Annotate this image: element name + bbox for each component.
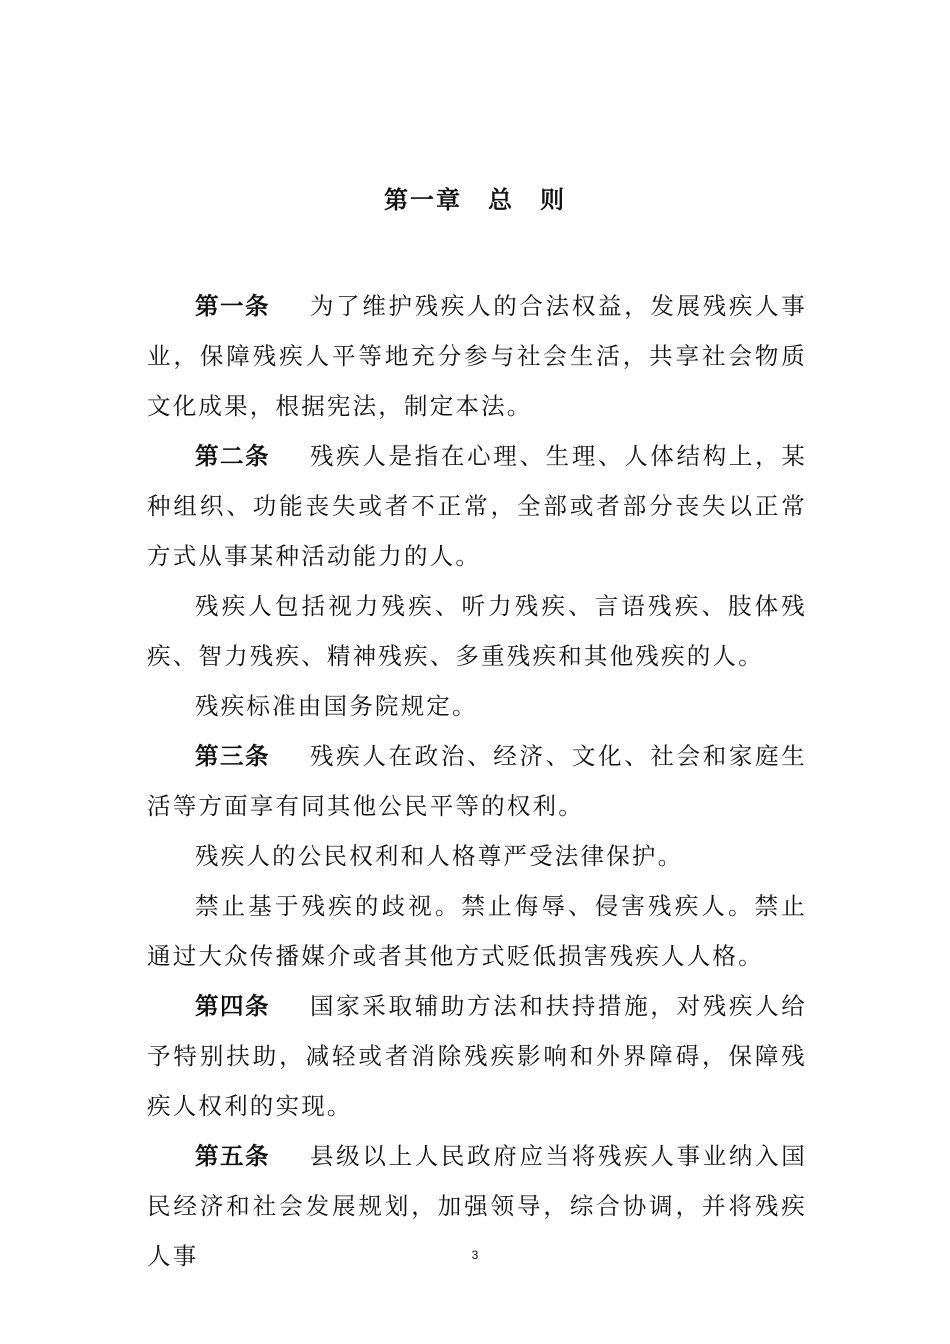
paragraph bbox=[147, 681, 807, 731]
article-number: 第三条 bbox=[195, 742, 270, 770]
paragraph-article-3 bbox=[147, 731, 807, 831]
paragraph-article-2 bbox=[147, 431, 807, 581]
document-body bbox=[147, 281, 807, 1281]
article-number: 第一条 bbox=[195, 292, 270, 320]
article-number: 第五条 bbox=[195, 1142, 270, 1170]
paragraph bbox=[147, 831, 807, 881]
paragraph-text: 为了维护残疾人的合法权益，发展残疾人事业，保障残疾人平等地充分参与社会生活，共享社会物质文化成果，根据宪法，制定本法。 bbox=[147, 292, 808, 420]
page-number: 3 bbox=[471, 1248, 479, 1262]
paragraph-text: 国家采取辅助方法和扶持措施，对残疾人给予特别扶助，减轻或者消除残疾影响和外界障碍，保障残疾人权利的实现。 bbox=[147, 992, 808, 1120]
paragraph-text: 残疾人的公民权利和人格尊严受法律保护。 bbox=[195, 842, 684, 870]
paragraph-text: 禁止基于残疾的歧视。禁止侮辱、侵害残疾人。禁止通过大众传播媒介或者其他方式贬低损害残疾人人格。 bbox=[147, 892, 807, 970]
chapter-title: 总 则 bbox=[488, 185, 566, 214]
paragraph-text: 残疾人在政治、经济、文化、社会和家庭生活等方面享有同其他公民平等的权利。 bbox=[147, 742, 808, 820]
paragraph-article-1 bbox=[147, 281, 807, 431]
article-number: 第二条 bbox=[195, 442, 270, 470]
chapter-number: 第一章 bbox=[384, 185, 462, 214]
article-number: 第四条 bbox=[195, 992, 270, 1020]
paragraph bbox=[147, 581, 807, 681]
paragraph-text: 残疾人是指在心理、生理、人体结构上，某种组织、功能丧失或者不正常，全部或者部分丧失以正常方式从事某种活动能力的人。 bbox=[147, 442, 808, 570]
paragraph-text: 残疾标准由国务院规定。 bbox=[195, 692, 478, 720]
paragraph-text: 残疾人包括视力残疾、听力残疾、言语残疾、肢体残疾、智力残疾、精神残疾、多重残疾和其他残疾的人。 bbox=[147, 592, 807, 670]
chapter-heading bbox=[0, 180, 950, 215]
paragraph bbox=[147, 881, 807, 981]
paragraph-text: 县级以上人民政府应当将残疾人事业纳入国民经济和社会发展规划，加强领导，综合协调，并将残疾人事 bbox=[147, 1142, 808, 1270]
paragraph-article-4 bbox=[147, 981, 807, 1131]
